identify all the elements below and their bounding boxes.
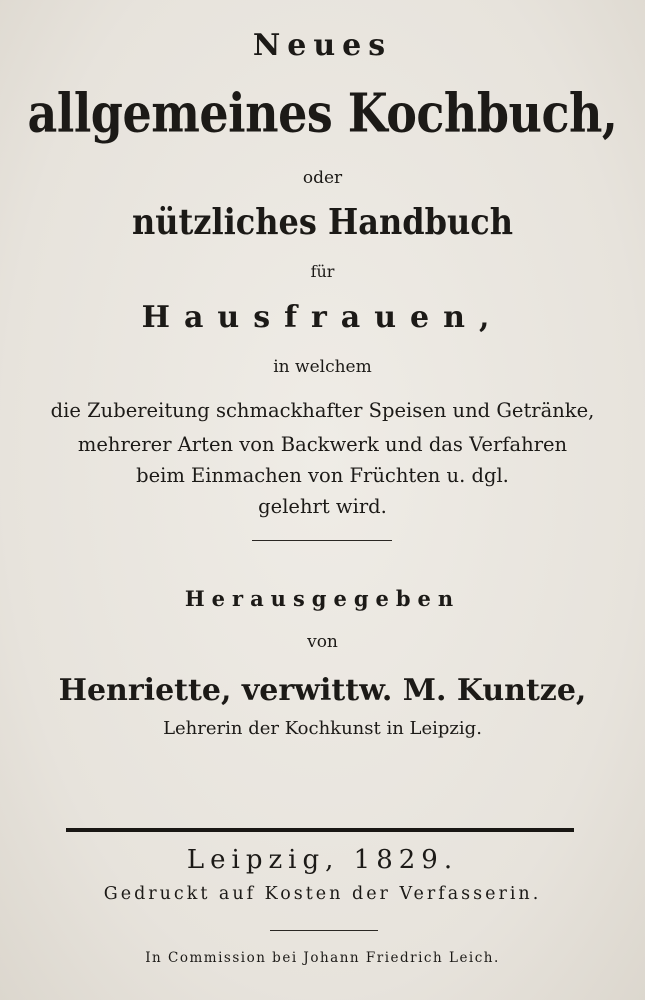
author-title: Lehrerin der Kochkunst in Leipzig. — [163, 718, 482, 739]
thick-divider — [66, 828, 574, 832]
description-line: gelehrt wird. — [258, 495, 387, 518]
short-divider — [252, 540, 392, 541]
description-line: mehrerer Arten von Backwerk und das Verfahren — [77, 433, 568, 456]
connector-oder: oder — [302, 168, 343, 188]
audience-line: Hausfrauen, — [141, 300, 504, 335]
connector-von: von — [307, 632, 338, 652]
title-line-neues: Neues — [252, 28, 393, 63]
small-divider — [270, 930, 378, 931]
imprint-printed-note: Gedruckt auf Kosten der Verfasserin. — [103, 884, 542, 904]
connector-in-welchem: in welchem — [273, 357, 372, 377]
imprint-commission-note: In Commission bei Johann Friedrich Leich. — [145, 950, 500, 966]
connector-fur: für — [310, 262, 335, 281]
description-line: die Zubereitung schmackhafter Speisen und Getränke, — [50, 399, 595, 422]
imprint-place-year: Leipzig, 1829. — [186, 845, 459, 875]
main-title: allgemeines Kochbuch, — [27, 81, 618, 145]
herausgegeben-line: Herausgegeben — [184, 586, 461, 611]
author-name: Henriette, verwittw. M. Kuntze, — [58, 673, 587, 708]
subtitle: nützliches Handbuch — [131, 201, 514, 243]
description-line: beim Einmachen von Früchten u. dgl. — [136, 464, 509, 487]
